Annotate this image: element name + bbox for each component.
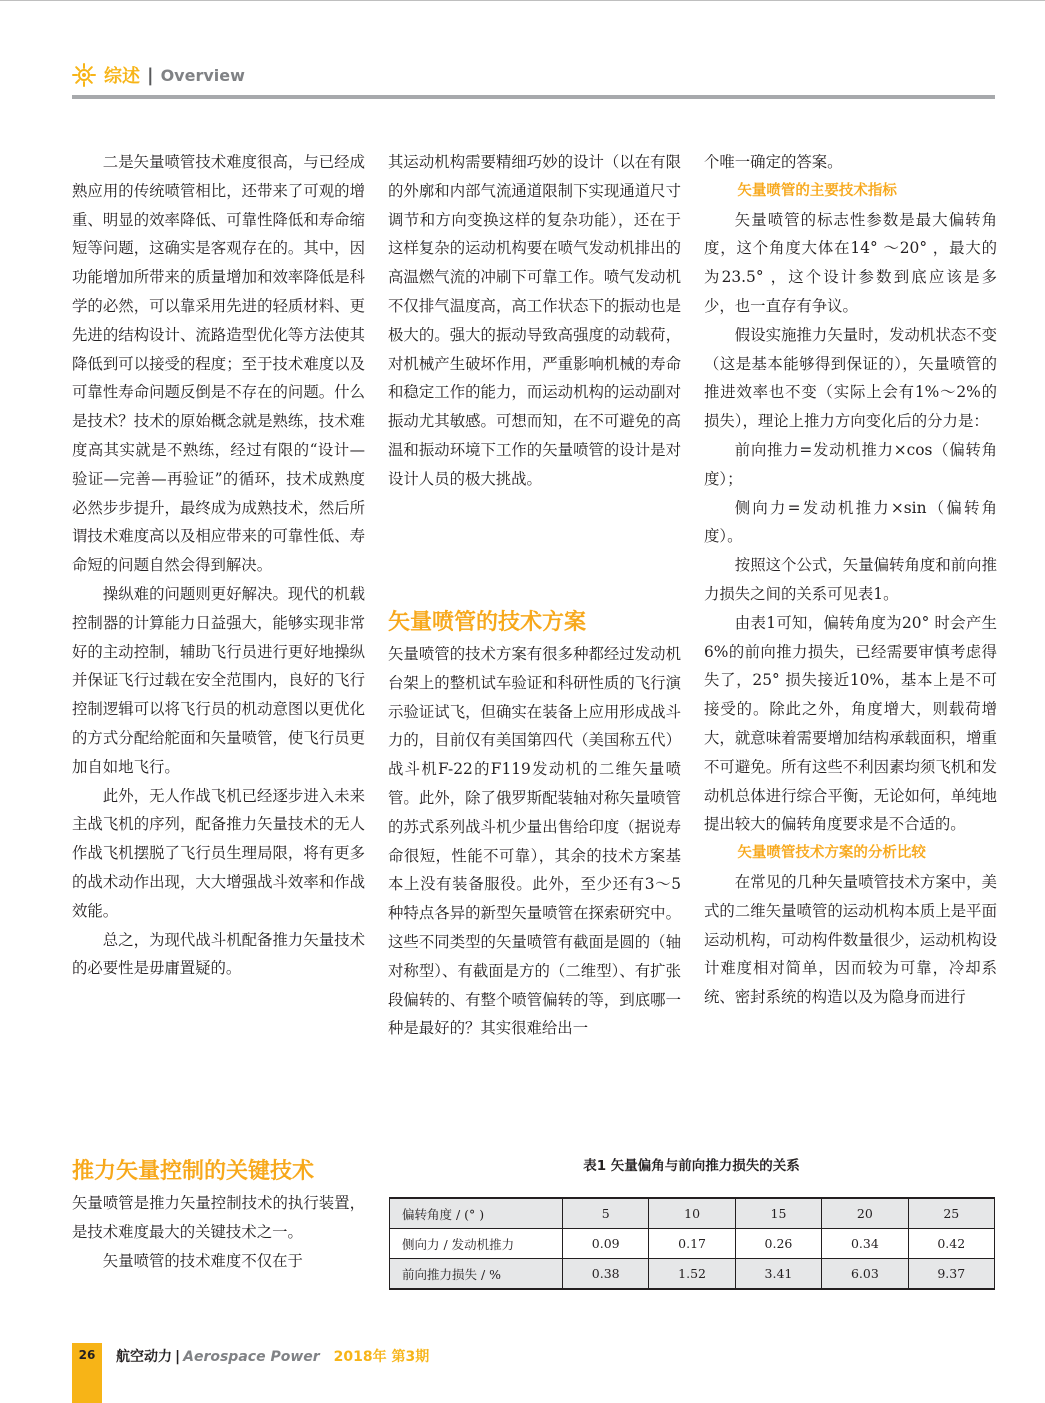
section-title: 矢量喷管的技术方案 xyxy=(388,610,587,635)
subsection-title: 矢量喷管技术方案的分析比较 xyxy=(737,845,926,862)
table-cell: 0.17 xyxy=(649,1229,735,1259)
table-cell: 3.41 xyxy=(735,1259,821,1290)
paragraph: 矢量喷管的技术方案有很多种都经过发动机台架上的整机试车验证和科研性质的飞行演示验证试飞，但确实在装备上应用形成战斗力的，目前仅有美国第四代（美国称五代）战斗机F-22的F119发动机的二维矢量喷管。此外，除了俄罗斯配装轴对称矢量喷管的苏式系列战斗机少量出售给印度（据说寿命很短，性能不可靠），其余的技术方案基本上没有装备服役。此外，至少还有3～5种特点各异的新型矢量喷管在探索研究中。这些不同类型的矢量喷管有截面是圆的（轴对称型）、有截面是方的（二维型）、有扩张段偏转的、有整个喷管偏转的等，到底哪一种是最好的？其实很难给出一 xyxy=(388,645,681,1038)
top-rule xyxy=(0,0,1045,1)
table-cell: 9.37 xyxy=(908,1259,994,1290)
row-label: 偏转角度 / (° ) xyxy=(390,1198,563,1229)
paragraph: 个唯一确定的答案。 xyxy=(704,153,843,171)
formula-side-force: 侧向力=发动机推力×sin（偏转角度）。 xyxy=(704,498,997,546)
table-cell: 1.52 xyxy=(649,1259,735,1290)
table-cell: 0.26 xyxy=(735,1229,821,1259)
paragraph: 此外，无人作战飞机已经逐步进入未来主战飞机的序列，配备推力矢量技术的无人作战飞机摆脱了飞行员生理局限，将有更多的战术动作出现，大大增强战斗效率和作战效能。 xyxy=(72,786,365,920)
section-label-english: Overview xyxy=(160,65,245,85)
paragraph: 由表1可知，偏转角度为20° 时会产生6%的前向推力损失，已经需要审慎考虑得失了，25° 损失接近10%，基本上是不可接受的。除此之外，角度增大，则载荷增大，就意味着需要增加结构承载面积，增重不可避免。所有这些不利因素均须飞机和发动机总体进行综合平衡，无论如何，单纯地提出较大的偏转角度要求是不合适的。 xyxy=(704,613,997,834)
paragraph: 其运动机构需要精细巧妙的设计（以在有限的外廓和内部气流通道限制下实现通道尺寸调节和方向变换这样的复杂功能），还在于这样复杂的运动机构要在喷气发动机排出的高温燃气流的冲刷下可靠工作。喷气发动机不仅排气温度高，高工作状态下的振动也是极大的。强大的振动导致高强度的动载荷，对机械产生破坏作用，严重影响机械的寿命和稳定工作的能力，而运动机构的运动副对振动尤其敏感。可想而知，在不可避免的高温和振动环境下工作的矢量喷管的设计是对设计人员的极大挑战。 xyxy=(388,153,681,488)
footer-separator: | xyxy=(175,1349,181,1365)
column-2-lower xyxy=(388,606,681,1043)
header-rule xyxy=(72,95,995,99)
column-3 xyxy=(704,148,997,1012)
paragraph: 矢量喷管是推力矢量控制技术的执行装置，是技术难度最大的关键技术之一。 xyxy=(72,1194,365,1241)
table-row xyxy=(390,1229,995,1259)
paragraph: 矢量喷管的标志性参数是最大偏转角度，这个角度大体在14° ～20° ，最大的为23.5° ，这个设计参数到底应该是多少，也一直存有争议。 xyxy=(704,210,997,315)
page-header xyxy=(72,60,245,90)
data-table xyxy=(389,1197,995,1290)
section-title: 推力矢量控制的关键技术 xyxy=(72,1159,315,1184)
column-1-lower xyxy=(72,1155,365,1275)
table-cell: 25 xyxy=(908,1198,994,1229)
table-caption: 表1 矢量偏角与前向推力损失的关系 xyxy=(583,1158,800,1174)
table-cell: 0.34 xyxy=(822,1229,908,1259)
paragraph: 二是矢量喷管技术难度很高，与已经成熟应用的传统喷管相比，还带来了可观的增重、明显的效率降低、可靠性降低和寿命缩短等问题，这确实是客观存在的。其中，因功能增加所带来的质量增加和效率降低是科学的必然，可以靠采用先进的轻质材料、更先进的结构设计、流路造型优化等方法使其降低到可以接受的程度；至于技术难度以及可靠性寿命问题反倒是不存在的问题。什么是技术？技术的原始概念就是熟练，技术难度高其实就是不熟练，经过有限的“设计—验证—完善—再验证”的循环，技术成熟度必然步步提升，最终成为成熟技术，然后所谓技术难度高以及相应带来的可靠性低、寿命短的问题自然会得到解决。 xyxy=(72,153,365,575)
paragraph: 矢量喷管的技术难度不仅在于 xyxy=(102,1251,303,1270)
journal-name-en: Aerospace Power xyxy=(183,1349,320,1365)
journal-name-cn: 航空动力 xyxy=(116,1349,172,1365)
table-cell: 15 xyxy=(735,1198,821,1229)
column-1-upper xyxy=(72,148,365,983)
table-cell: 6.03 xyxy=(822,1259,908,1290)
page-number-box xyxy=(72,1343,102,1403)
formula-forward-thrust: 前向推力=发动机推力×cos（偏转角度）； xyxy=(704,440,997,488)
table-cell: 0.42 xyxy=(908,1229,994,1259)
paragraph: 总之，为现代战斗机配备推力矢量技术的必要性是毋庸置疑的。 xyxy=(72,930,365,978)
journal-name xyxy=(116,1346,429,1366)
sunburst-logo-icon xyxy=(72,63,96,87)
row-label: 前向推力损失 / % xyxy=(390,1259,563,1290)
table-cell: 10 xyxy=(649,1198,735,1229)
table-row xyxy=(390,1198,995,1229)
paragraph: 操纵难的问题则更好解决。现代的机载控制器的计算能力日益强大，能够实现非常好的主动控制，辅助飞行员进行更好地操纵并保证飞行过载在安全范围内，良好的飞行控制逻辑可以将飞行员的机动意图以更优化的方式分配给舵面和矢量喷管，使飞行员更加自如地飞行。 xyxy=(72,584,365,776)
table-cell: 20 xyxy=(822,1198,908,1229)
table-cell: 0.09 xyxy=(563,1229,649,1259)
paragraph: 假设实施推力矢量时，发动机状态不变（这是基本能够得到保证的），矢量喷管的推进效率也不变（实际上会有1%～2%的损失），理论上推力方向变化后的分力是： xyxy=(704,325,997,431)
header-separator: | xyxy=(147,64,154,86)
table-cell: 0.38 xyxy=(563,1259,649,1290)
column-2-upper xyxy=(388,148,681,494)
paragraph: 在常见的几种矢量喷管技术方案中，美式的二维矢量喷管的运动机构本质上是平面运动机构，可动构件数量很少，运动机构设计难度相对简单，因而较为可靠，冷却系统、密封系统的构造以及为隐身而进行 xyxy=(704,872,997,1007)
page-number: 26 xyxy=(78,1348,96,1362)
section-label: 综述 xyxy=(104,66,140,87)
table-row xyxy=(390,1259,995,1290)
paragraph: 按照这个公式，矢量偏转角度和前向推力损失之间的关系可见表1。 xyxy=(704,556,997,603)
journal-issue: 2018年 第3期 xyxy=(333,1349,430,1365)
row-label: 侧向力 / 发动机推力 xyxy=(390,1229,563,1259)
subsection-title: 矢量喷管的主要技术指标 xyxy=(737,182,897,199)
table-cell: 5 xyxy=(563,1198,649,1229)
